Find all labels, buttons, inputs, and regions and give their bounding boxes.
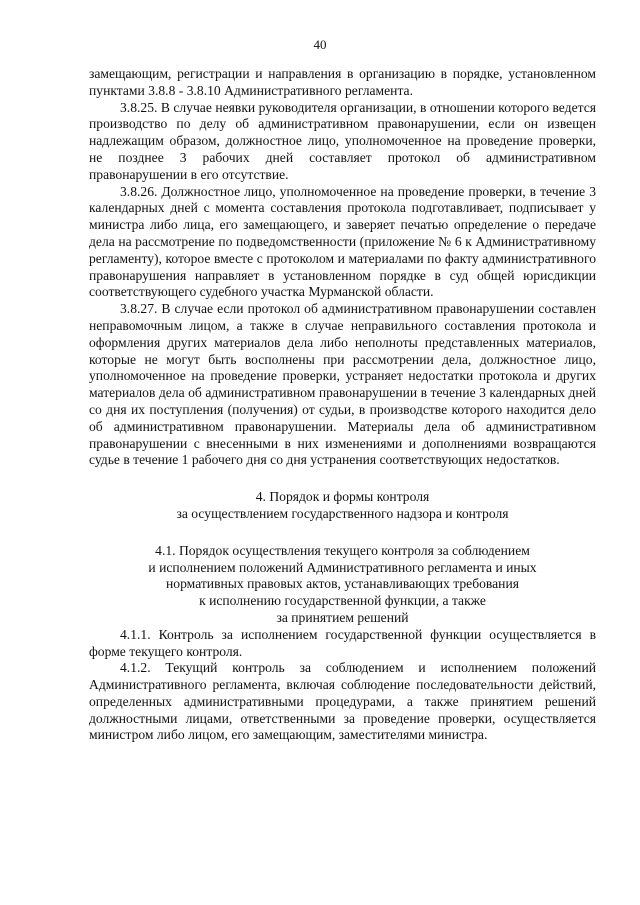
- subsection-heading-line: нормативных правовых актов, устанавливающих требования: [166, 576, 519, 592]
- section-heading-line: 4. Порядок и формы контроля: [255, 489, 430, 505]
- subsection-heading: [89, 543, 596, 627]
- paragraph-4-1-1: 4.1.1. Контроль за исполнением государственной функции осуществляется в форме текущего контроля.: [89, 626, 596, 659]
- paragraph-3-8-26: 3.8.26. Должностное лицо, уполномоченное на проведение проверки, в течение 3 календарных дней с момента составления протокола подготавливает, подписывает у министра либо лица, его замещающего, и заверяет печатью определение о передаче дела на рассмотрение по подведомственности (приложение № 6 к Административному регламенту), которое вместе с протоколом и материалами по факту административного правонарушения направляет в установленном порядке в суд общей юрисдикции соответствующего судебного участка Мурманской области.: [89, 183, 596, 300]
- document-body: [89, 66, 596, 744]
- subsection-heading-line: за принятием решений: [276, 609, 409, 625]
- section-heading: [89, 489, 596, 523]
- subsection-heading-line: и исполнением положений Административного регламента и иных: [148, 559, 537, 575]
- subsection-heading-line: 4.1. Порядок осуществления текущего контроля за соблюдением: [155, 542, 530, 558]
- section-heading-line: за осуществлением государственного надзора и контроля: [176, 505, 509, 521]
- subsection-heading-line: к исполнению государственной функции, а также: [199, 593, 486, 609]
- paragraph-continuation: замещающим, регистрации и направления в организацию в порядке, установленном пунктами 3.8.8 - 3.8.10 Административного регламента.: [89, 66, 596, 98]
- paragraph-3-8-25: 3.8.25. В случае неявки руководителя организации, в отношении которого ведется производство по делу об административном правонарушении, если он извещен надлежащим образом, должностное лицо, уполномоченное на проведение проверки, не позднее 3 рабочих дней составляет протокол об административном правонарушении в его отсутствие.: [89, 99, 596, 182]
- page-number: 40: [313, 37, 327, 52]
- paragraph-4-1-2: 4.1.2. Текущий контроль за соблюдением и исполнением положений Административного регламента, включая соблюдение последовательности действий, определенных административными процедурами, а также принятием решений должностными лицами, ответственными за проведение проверки, осуществляется министром либо лицом, его замещающим, заместителями министра.: [89, 660, 596, 743]
- paragraph-3-8-27: 3.8.27. В случае если протокол об административном правонарушении составлен неправомочным лицом, а также в случае неправильного составления протокола и оформления других материалов дела либо неполноты представленных материалов, которые не могут быть восполнены при рассмотрении дела, должностное лицо, уполномоченное на проведение проверки, устраняет недостатки протокола и других материалов дела об административном правонарушении в течение 3 календарных дней со дня их поступления (получения) от судьи, в производстве которого находится дело об административном правонарушении. Материалы дела об административном правонарушении с внесенными в них изменениями и дополнениями возвращаются судье в течение 1 рабочего дня со дня устранения соответствующих недостатков.: [89, 301, 596, 468]
